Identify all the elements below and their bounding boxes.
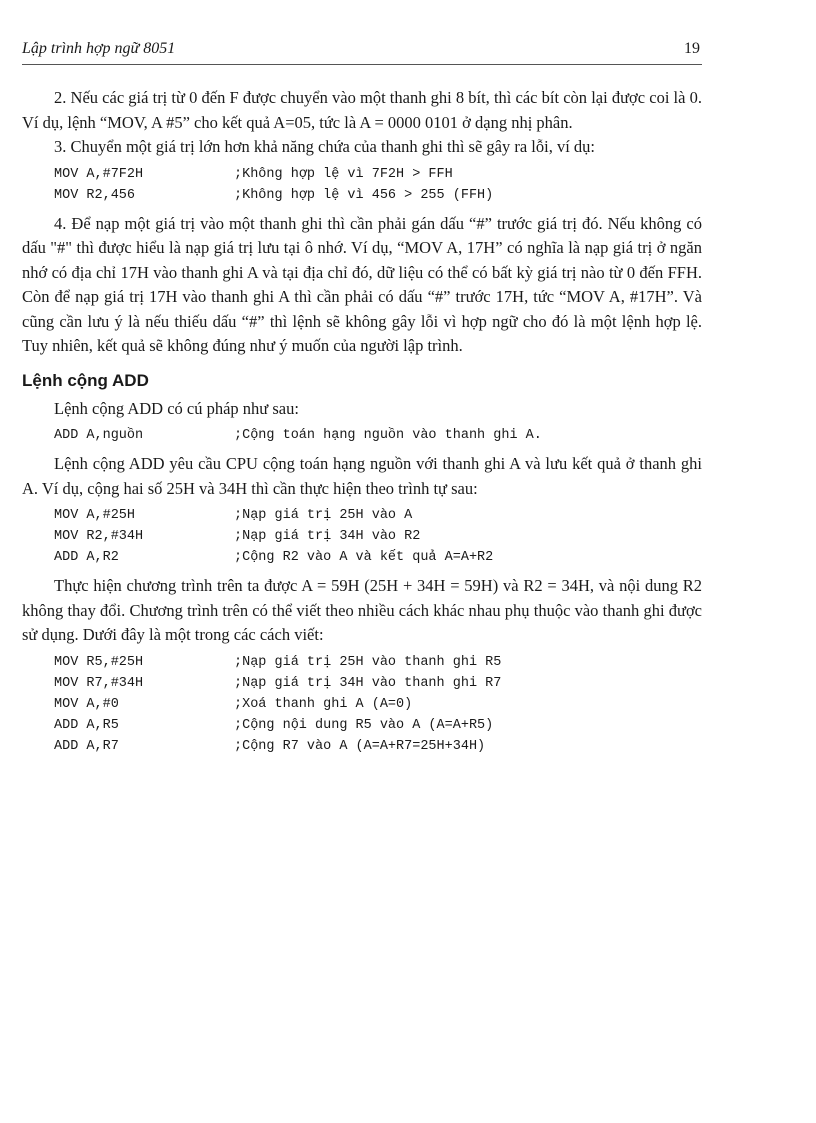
code-line — [22, 652, 702, 673]
code-line — [22, 673, 702, 694]
section-heading: Lệnh cộng ADD — [22, 370, 149, 390]
code-comment: ;Không hợp lệ vì 456 > 255 (FFH) — [234, 187, 494, 203]
code-block-3 — [22, 505, 702, 568]
code-comment: ;Cộng nội dung R5 vào A (A=A+R5) — [234, 717, 494, 733]
paragraph-2: 2. Nếu các giá trị từ 0 đến F được chuyển vào một thanh ghi 8 bít, thì các bít còn lại được coi là 0. Ví dụ, lệnh “MOV, A #5” cho kết quả A=05, tức là A = 0000 0101 ở dạng nhị phân. — [22, 88, 702, 132]
code-instruction: MOV A,#7F2H — [54, 166, 144, 182]
code-instruction: MOV R2,#34H — [54, 529, 144, 544]
code-instruction: MOV R7,#34H — [54, 675, 144, 691]
page-number: 19 — [684, 40, 700, 57]
code-line — [22, 526, 702, 547]
code-line — [22, 164, 702, 185]
code-comment: ;Nạp giá trị 34H vào thanh ghi R7 — [234, 675, 502, 691]
code-block-1 — [22, 164, 702, 206]
code-instruction: MOV A,#0 — [54, 696, 119, 712]
running-title: Lập trình hợp ngữ 8051 — [22, 40, 176, 57]
paragraph-3: 3. Chuyển một giá trị lớn hơn khả năng chứa của thanh ghi thì sẽ gây ra lỗi, ví dụ: — [54, 137, 595, 156]
code-comment: ;Nạp giá trị 25H vào A — [234, 508, 413, 523]
code-block-4 — [22, 652, 702, 757]
code-comment: ;Không hợp lệ vì 7F2H > FFH — [234, 166, 453, 182]
code-comment: ;Nạp giá trị 25H vào thanh ghi R5 — [234, 654, 502, 670]
paragraph-7: Thực hiện chương trình trên ta được A = 59H (25H + 34H = 59H) và R2 = 34H, và nội dung R2 không thay đổi. Chương trình trên có thể viết theo nhiều cách khác nhau phụ thuộc vào thanh ghi được sử dụng. Dưới đây là một trong các cách viết: — [22, 576, 702, 644]
code-instruction: ADD A,R2 — [54, 550, 119, 565]
code-line — [22, 425, 702, 446]
code-instruction: ADD A,R5 — [54, 717, 119, 733]
code-instruction: MOV R2,456 — [54, 187, 136, 203]
code-comment: ;Xoá thanh ghi A (A=0) — [234, 696, 413, 712]
code-line — [22, 185, 702, 206]
code-instruction: MOV A,#25H — [54, 508, 136, 523]
code-instruction: ADD A,nguồn — [54, 428, 144, 443]
code-line — [22, 715, 702, 736]
page-header — [22, 38, 702, 65]
code-comment: ;Cộng toán hạng nguồn vào thanh ghi A. — [234, 428, 542, 443]
paragraph-5: Lệnh cộng ADD có cú pháp như sau: — [54, 398, 299, 418]
paragraph-4: 4. Để nạp một giá trị vào một thanh ghi thì cần phải gán dấu “#” trước giá trị đó. Nếu không có dấu "#" thì được hiểu là nạp giá trị lưu tại ô nhớ. Ví dụ, “MOV A, 17H” có nghĩa là nạp giá trị ở ngăn nhớ có địa chỉ 17H vào thanh ghi A và tại địa chỉ đó, dữ liệu có thể có bất kỳ giá trị nào từ 0 đến FFH. Còn để nạp giá trị 17H vào thanh ghi A thì cần phải có dấu “#” trước 17H, tức “MOV A, #17H”. Và cũng cần lưu ý là nếu thiếu dấu “#” thì lệnh sẽ không gây lỗi vì hợp ngữ cho đó là một lệnh hợp lệ. Tuy nhiên, kết quả sẽ không đúng như ý muốn của người lập trình. — [22, 213, 702, 355]
code-line — [22, 505, 702, 526]
code-line — [22, 736, 702, 757]
code-instruction: MOV R5,#25H — [54, 654, 144, 670]
page-content — [22, 86, 702, 763]
paragraph-6: Lệnh cộng ADD yêu cầu CPU cộng toán hạng nguồn với thanh ghi A và lưu kết quả ở thanh ghi A. Ví dụ, cộng hai số 25H và 34H thì cần thực hiện theo trình tự sau: — [22, 454, 702, 498]
code-comment: ;Nạp giá trị 34H vào R2 — [234, 529, 421, 544]
code-comment: ;Cộng R2 vào A và kết quả A=A+R2 — [234, 550, 494, 565]
code-line — [22, 694, 702, 715]
code-block-2 — [22, 425, 702, 446]
code-line — [22, 547, 702, 568]
code-instruction: ADD A,R7 — [54, 738, 119, 754]
code-comment: ;Cộng R7 vào A (A=A+R7=25H+34H) — [234, 738, 486, 754]
